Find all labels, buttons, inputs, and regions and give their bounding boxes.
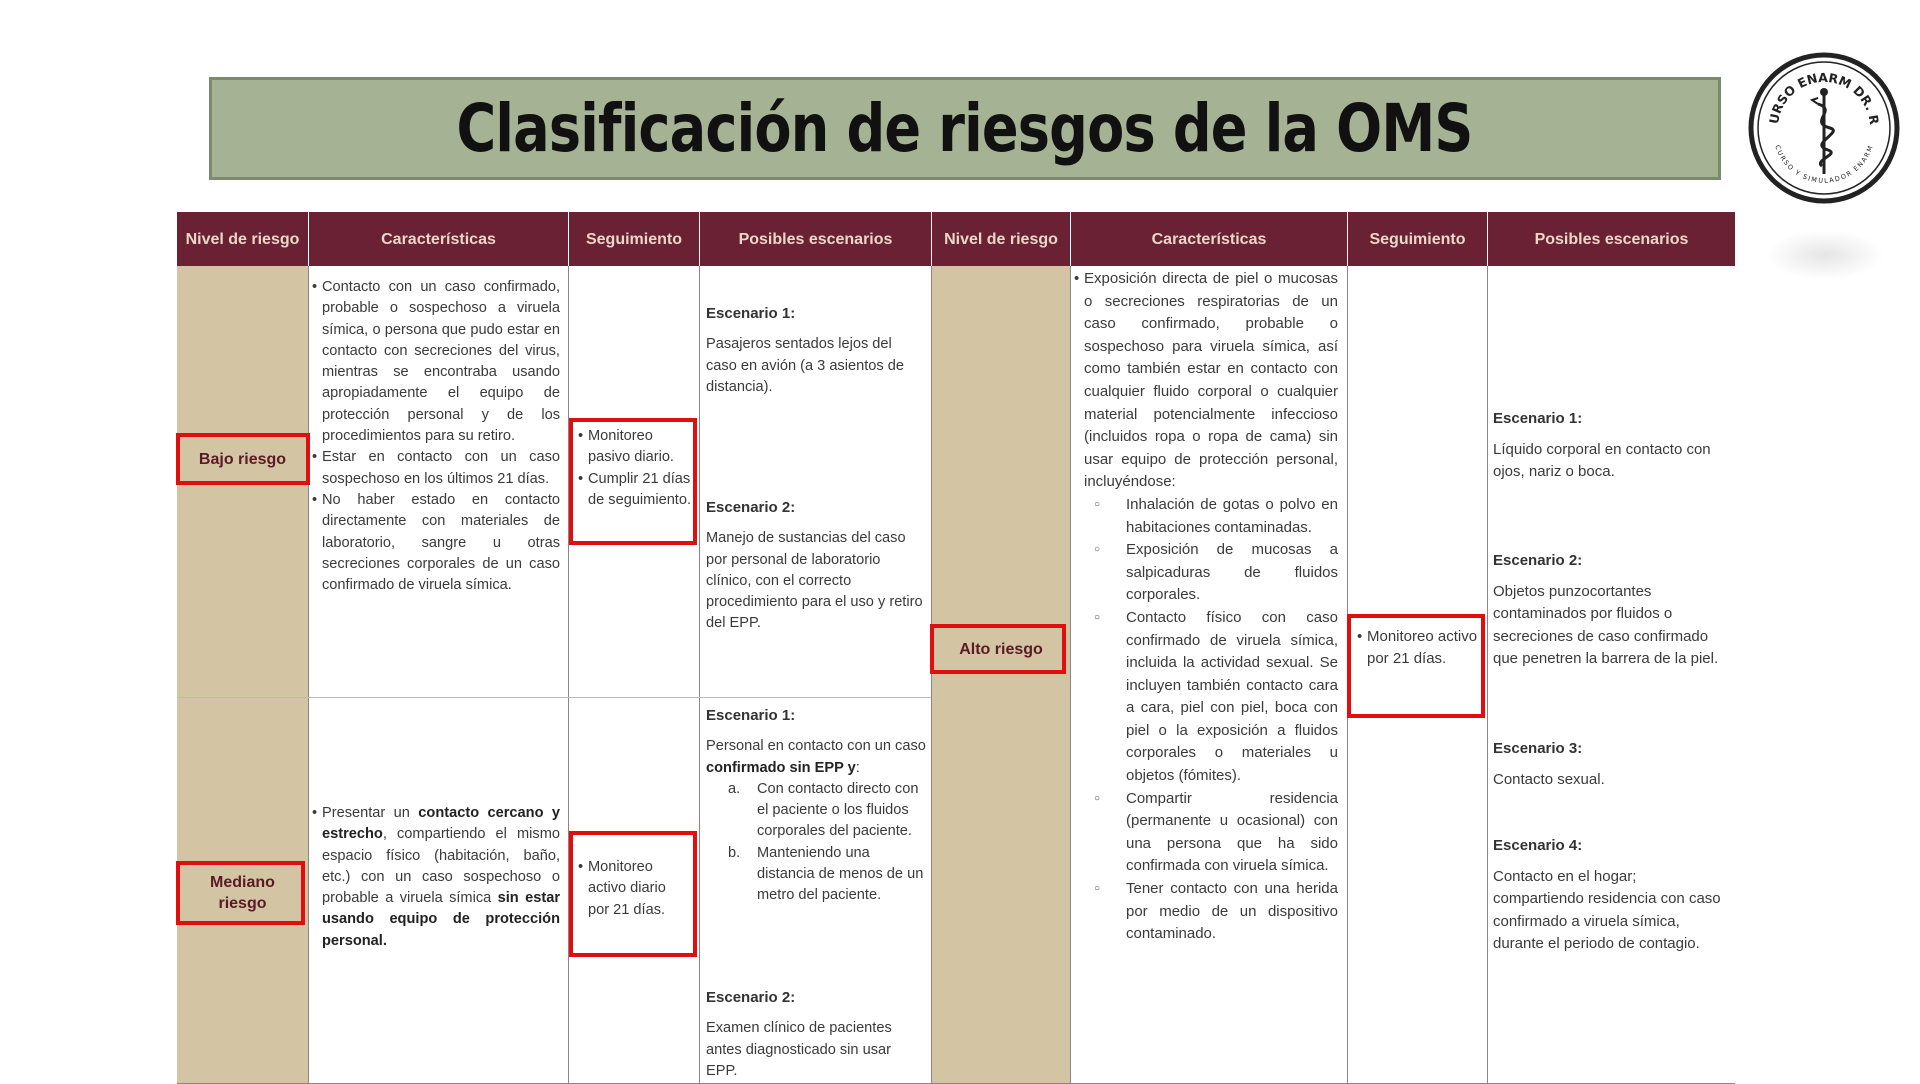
highlight-box xyxy=(569,418,697,545)
medium-scenario-2 xyxy=(706,987,926,1082)
logo-top-text: URSO ENARM DR. R xyxy=(1766,69,1882,126)
caduceus-icon xyxy=(1748,52,1900,204)
logo-bottom-text: CURSO Y SIMULADOR ENARM xyxy=(1773,143,1875,185)
medium-risk-label: Mediano riesgo xyxy=(210,874,275,912)
high-risk-label: Alto riesgo xyxy=(959,640,1043,658)
divider xyxy=(931,266,932,1083)
scenario-title: Escenario 1: xyxy=(706,305,796,322)
list-item: b. Manteniendo una distancia de menos de un metro del paciente. xyxy=(728,844,924,904)
high-scenario-1 xyxy=(1493,408,1729,484)
low-scenario-1 xyxy=(706,303,924,398)
header-nivel-left: Nivel de riesgo xyxy=(177,212,308,266)
highlight-box xyxy=(930,624,1066,674)
scenario-title: Escenario 3: xyxy=(1493,740,1583,757)
scenario-title: Escenario 4: xyxy=(1493,837,1583,854)
list-item: a. Con contacto directo con el paciente o los fluidos corporales del paciente. xyxy=(728,780,919,840)
divider xyxy=(699,266,700,1083)
highlight-box xyxy=(176,861,305,925)
logo-shadow xyxy=(1765,230,1885,280)
list-item: • Monitoreo activo por 21 días. xyxy=(1357,626,1481,670)
list-item: ○ Contacto físico con caso confirmado de viruela símica, incluida la actividad sexual. Se incluyen también contacto cara a cara, piel con piel, boca con piel o la exposición a fluidos corporales o materiales u objetos (fómites). xyxy=(1094,608,1338,785)
scenario-text: Examen clínico de pacientes antes diagnosticado sin usar EPP. xyxy=(706,1020,892,1079)
divider xyxy=(1487,266,1488,1083)
highlight-box xyxy=(569,831,697,957)
level-column-left xyxy=(177,266,308,1083)
list-item: ○ Compartir residencia (permanente u ocasional) con una persona que ha sido confirmada con viruela símica. xyxy=(1094,789,1338,875)
highlight-box xyxy=(176,433,310,485)
level-column-right xyxy=(932,266,1070,1083)
divider xyxy=(568,266,569,1083)
highlight-box xyxy=(1347,614,1485,718)
list-item: • Exposición directa de piel o mucosas o secreciones respiratorias de un caso confirmado, probable o sospechoso para viruela símica, así como también estar en contacto con cualquier fluido corporal o cualquier material potencialmente infeccioso (incluidos ropa o ropa de cama) sin usar equipo de protección personal, incluyéndose: xyxy=(1074,268,1338,494)
row-divider xyxy=(177,697,931,698)
high-scenario-4 xyxy=(1493,835,1729,956)
scenario-text: Objetos punzocortantes contaminados por fluidos o secreciones de caso confirmado que penetren la barrera de la piel. xyxy=(1493,582,1719,668)
scenario-text: Manejo de sustancias del caso por personal de laboratorio clínico, con el correcto procedimiento para el uso y retiro del EPP. xyxy=(706,530,923,632)
scenario-title: Escenario 2: xyxy=(1493,552,1583,569)
header-escenarios-left: Posibles escenarios xyxy=(700,212,931,266)
scenario-title: Escenario 2: xyxy=(706,499,796,516)
medium-scenario-1 xyxy=(706,705,926,907)
list-item: • Presentar un contacto cercano y estrecho, compartiendo el mismo espacio físico (habitación, baño, etc.) con un caso sospechoso o probable a viruela símica sin estar usando equipo de protección personal. xyxy=(312,803,560,952)
list-item: ○ Tener contacto con una herida por medio de un dispositivo contaminado. xyxy=(1094,880,1338,943)
low-scenario-2 xyxy=(706,497,924,635)
title-banner xyxy=(209,77,1721,180)
scenario-title: Escenario 2: xyxy=(706,989,796,1006)
header-seguimiento-right: Seguimiento xyxy=(1348,212,1487,266)
logo xyxy=(1748,52,1900,204)
header-caracteristicas-right: Características xyxy=(1071,212,1347,266)
page-title: Clasificación de riesgos de la OMS xyxy=(456,90,1474,167)
medium-characteristics xyxy=(312,803,560,952)
header-nivel-right: Nivel de riesgo xyxy=(932,212,1070,266)
list-item: • Estar en contacto con un caso sospechoso en los últimos 21 días. xyxy=(312,447,560,490)
scenario-text: Líquido corporal en contacto con ojos, nariz o boca. xyxy=(1493,440,1711,481)
header-seguimiento-left: Seguimiento xyxy=(569,212,699,266)
list-item: • Cumplir 21 días de seguimiento. xyxy=(578,469,692,512)
scenario-title: Escenario 1: xyxy=(1493,410,1583,427)
list-item: • No haber estado en contacto directamente con materiales de laboratorio, sangre u otras secreciones corporales de un caso confirmado de viruela símica. xyxy=(312,490,560,596)
divider xyxy=(1070,266,1071,1083)
scenario-title: Escenario 1: xyxy=(706,707,796,724)
high-scenario-2 xyxy=(1493,550,1729,671)
list-item: • Monitoreo activo diario por 21 días. xyxy=(578,857,690,921)
list-item: ○ Exposición de mucosas a salpicaduras de fluidos corporales. xyxy=(1094,541,1338,604)
header-escenarios-right: Posibles escenarios xyxy=(1488,212,1735,266)
list-item: • Contacto con un caso confirmado, probable o sospechoso a viruela símica, o persona que pudo estar en contacto con secreciones del virus, mientras se encontraba usando apropiadamente el equipo de protección personal y de los procedimientos para su retiro. xyxy=(312,277,560,447)
high-characteristics xyxy=(1074,268,1338,946)
scenario-text: Contacto en el hogar; compartiendo residencia con caso confirmado a viruela símica, durante el periodo de contagio. xyxy=(1493,867,1721,953)
high-scenario-3 xyxy=(1493,738,1729,791)
list-item: • Monitoreo pasivo diario. xyxy=(578,426,692,469)
header-caracteristicas-left: Características xyxy=(309,212,568,266)
divider xyxy=(308,266,309,1083)
scenario-text: Contacto sexual. xyxy=(1493,770,1605,788)
scenario-text: Pasajeros sentados lejos del caso en avión (a 3 asientos de distancia). xyxy=(706,336,904,395)
scenario-text: Personal en contacto con un caso confirmado sin EPP y: xyxy=(706,738,926,776)
list-item: ○ Inhalación de gotas o polvo en habitaciones contaminadas. xyxy=(1094,495,1338,536)
low-risk-label: Bajo riesgo xyxy=(198,450,287,468)
low-characteristics xyxy=(312,277,560,596)
